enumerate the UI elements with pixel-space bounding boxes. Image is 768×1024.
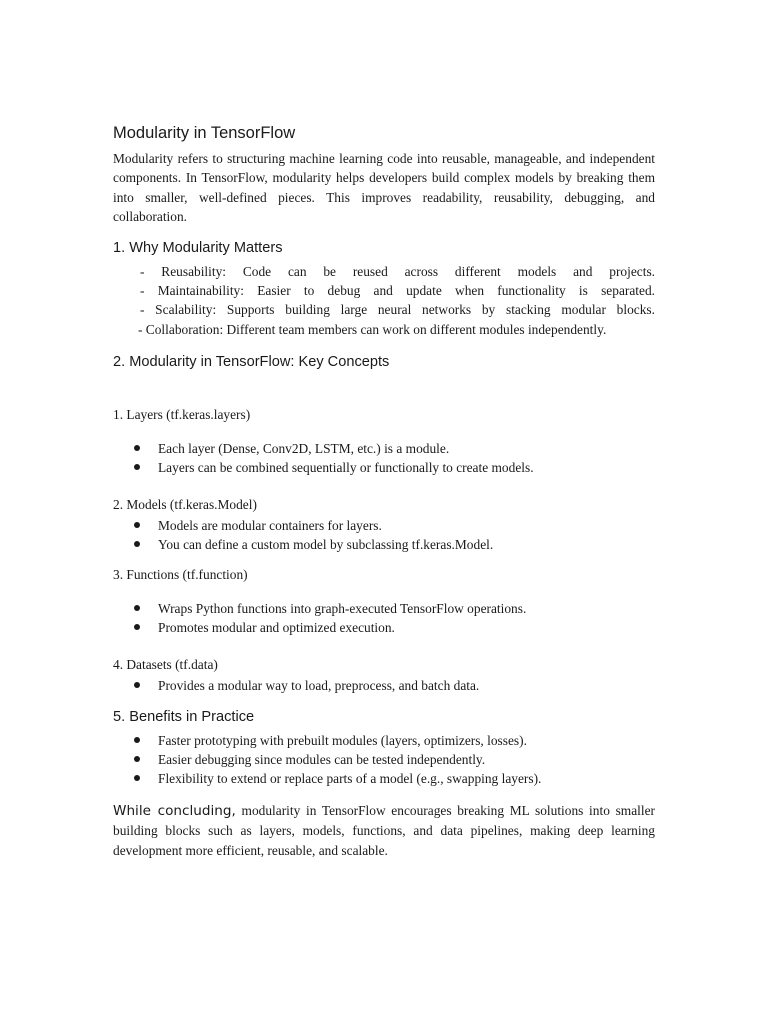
list-item-text: Flexibility to extend or replace parts of a model (e.g., swapping layers). — [158, 771, 542, 787]
intro-paragraph: Modularity refers to structuring machine learning code into reusable, manageable, and independent components. In TensorFlow, modularity helps developers build complex models by breaking them into smaller, well-defined pieces. This improves readability, reusability, debugging, and collaboration. — [113, 151, 655, 224]
bullet-icon — [134, 541, 140, 547]
bullet-icon — [134, 605, 140, 611]
list-item-text: Each layer (Dense, Conv2D, LSTM, etc.) is a module. — [158, 441, 450, 456]
list-item — [113, 618, 526, 637]
subheading-datasets: 4. Datasets (tf.data) — [113, 657, 218, 672]
list-item-text: Provides a modular way to load, preprocess, and batch data. — [158, 678, 480, 693]
list-item — [113, 599, 526, 618]
bullet-icon — [134, 756, 140, 762]
conclusion-lead: While concluding, — [113, 803, 236, 819]
subheading-functions: 3. Functions (tf.function) — [113, 567, 248, 582]
list-item-text: Layers can be combined sequentially or functionally to create models. — [158, 460, 534, 476]
section-heading-benefits: 5. Benefits in Practice — [113, 709, 255, 725]
subheading-models: 2. Models (tf.keras.Model) — [113, 497, 257, 512]
list-item — [113, 516, 493, 535]
section-heading-key-concepts: 2. Modularity in TensorFlow: Key Concepts — [113, 354, 390, 370]
datasets-list — [113, 676, 479, 695]
list-item-text: Easier debugging since modules can be tested independently. — [158, 752, 486, 768]
bullet-icon — [134, 624, 140, 630]
benefits-list — [113, 731, 541, 789]
bullet-icon — [134, 682, 140, 688]
list-item-text: You can define a custom model by subclassing tf.keras.Model. — [158, 537, 494, 553]
list-item: - Collaboration: Different team members can work on different modules independently. — [138, 321, 607, 337]
bullet-icon — [134, 775, 140, 781]
models-list — [113, 516, 493, 554]
document-title: Modularity in TensorFlow — [113, 124, 296, 142]
layers-list — [113, 439, 534, 477]
list-item: - Maintainability: Easier to debug and update when functionality is separated. — [140, 283, 655, 299]
bullet-icon — [134, 522, 140, 528]
list-item-text: Models are modular containers for layers. — [158, 518, 382, 533]
list-item-text: Promotes modular and optimized execution. — [158, 620, 395, 636]
bullet-icon — [134, 445, 140, 451]
list-item — [113, 535, 493, 554]
list-item — [113, 731, 541, 750]
bullet-icon — [134, 464, 140, 470]
list-item — [113, 750, 541, 769]
conclusion-text: modularity in TensorFlow encourages breaking ML solutions into smaller building blocks such as layers, models, functions, and data pipelines, making deep learning development more efficient, reusable, and scalable. — [113, 803, 655, 858]
section-heading-why-modularity: 1. Why Modularity Matters — [113, 240, 283, 256]
functions-list — [113, 599, 526, 637]
list-item — [113, 769, 541, 788]
bullet-icon — [134, 737, 140, 743]
list-item — [113, 676, 479, 695]
conclusion-paragraph — [113, 801, 655, 860]
list-item-text: Wraps Python functions into graph-executed TensorFlow operations. — [158, 601, 527, 616]
list-item: - Reusability: Code can be reused across different models and projects. — [140, 264, 655, 279]
subheading-layers: 1. Layers (tf.keras.layers) — [113, 407, 251, 422]
why-modularity-list — [140, 262, 655, 339]
list-item: - Scalability: Supports building large neural networks by stacking modular blocks. — [140, 302, 655, 318]
list-item — [113, 458, 534, 477]
list-item-text: Faster prototyping with prebuilt modules (layers, optimizers, losses). — [158, 733, 527, 748]
list-item — [113, 439, 534, 458]
